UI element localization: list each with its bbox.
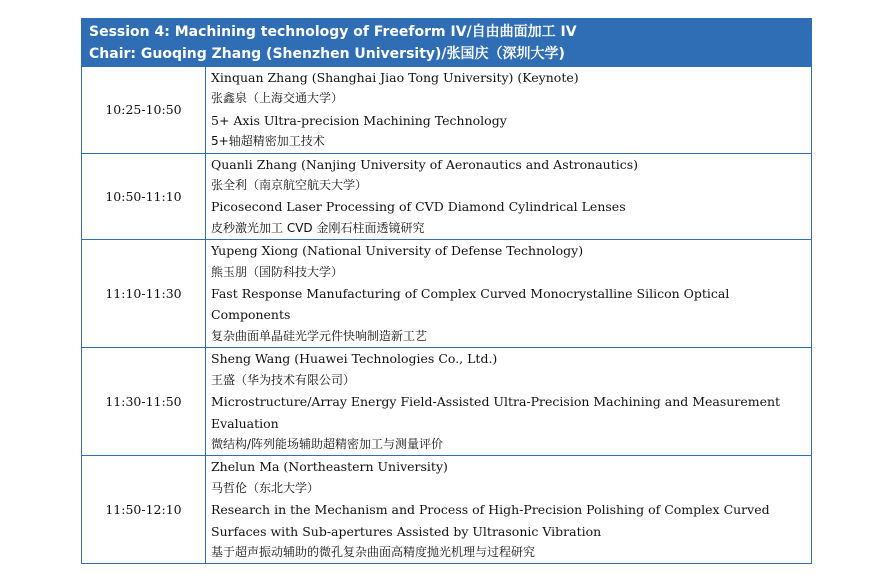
talk-time: 10:50-11:10 — [82, 153, 206, 240]
talk-info — [206, 240, 812, 348]
session-schedule-table — [81, 18, 812, 564]
talk-time: 11:50-12:10 — [82, 456, 206, 564]
speaker-name-zh: 熊玉朋（国防科技大学） — [211, 264, 344, 279]
speaker-name-en: Yupeng Xiong (National University of Defense Technology) — [211, 243, 584, 259]
talk-title-en: Picosecond Laser Processing of CVD Diamond Cylindrical Lenses — [211, 199, 626, 215]
talk-info — [206, 153, 812, 240]
talk-info — [206, 67, 812, 153]
talk-title-en: Evaluation — [211, 415, 279, 431]
talk-title-zh: 基于超声振动辅助的微孔复杂曲面高精度抛光机理与过程研究 — [211, 544, 536, 559]
talk-row — [82, 67, 811, 153]
talk-row — [82, 456, 811, 564]
talk-title-en: Research in the Mechanism and Process of High-Precision Polishing of Complex Curved — [211, 502, 770, 518]
talk-row — [82, 153, 811, 240]
session-title: Session 4: Machining technology of Freeform IV/自由曲面加工 IV — [89, 24, 577, 40]
speaker-name-en: Zhelun Ma (Northeastern University) — [211, 459, 448, 475]
talk-row — [82, 348, 811, 456]
speaker-name-en: Quanli Zhang (Nanjing University of Aeronautics and Astronautics) — [211, 156, 639, 172]
talk-time: 11:30-11:50 — [82, 348, 206, 456]
talk-title-zh: 皮秒激光加工 CVD 金刚石柱面透镜研究 — [211, 220, 425, 235]
talk-row — [82, 240, 811, 348]
talk-time: 11:10-11:30 — [82, 240, 206, 348]
talk-title-zh: 5+轴超精密加工技术 — [211, 134, 325, 149]
talk-title-en: 5+ Axis Ultra-precision Machining Technology — [211, 112, 507, 128]
speaker-name-en: Sheng Wang (Huawei Technologies Co., Ltd.) — [211, 351, 498, 367]
speaker-name-zh: 马哲伦（东北大学） — [211, 480, 320, 495]
talk-time: 10:25-10:50 — [82, 67, 206, 153]
talk-title-zh: 复杂曲面单晶硅光学元件快响制造新工艺 — [211, 328, 428, 343]
talk-title-en: Microstructure/Array Energy Field-Assisted Ultra-Precision Machining and Measurement — [211, 394, 781, 410]
talk-title-en: Fast Response Manufacturing of Complex Curved Monocrystalline Silicon Optical — [211, 286, 730, 302]
talk-info — [206, 456, 812, 564]
speaker-name-zh: 张全利（南京航空航天大学） — [211, 178, 368, 193]
talk-title-en: Surfaces with Sub-apertures Assisted by Ultrasonic Vibration — [211, 523, 602, 539]
talk-title-zh: 微结构/阵列能场辅助超精密加工与测量评价 — [211, 436, 444, 451]
session-header — [82, 19, 811, 67]
speaker-name-en: Xinquan Zhang (Shanghai Jiao Tong University) (Keynote) — [211, 70, 579, 85]
speaker-name-zh: 王盛（华为技术有限公司） — [211, 372, 356, 387]
talks-table — [82, 67, 811, 563]
talk-info — [206, 348, 812, 456]
talk-title-en: Components — [211, 307, 291, 323]
speaker-name-zh: 张鑫泉（上海交通大学） — [211, 91, 344, 106]
talks-body — [82, 67, 811, 563]
session-chair: Chair: Guoqing Zhang (Shenzhen University)/张国庆（深圳大学) — [89, 46, 565, 62]
